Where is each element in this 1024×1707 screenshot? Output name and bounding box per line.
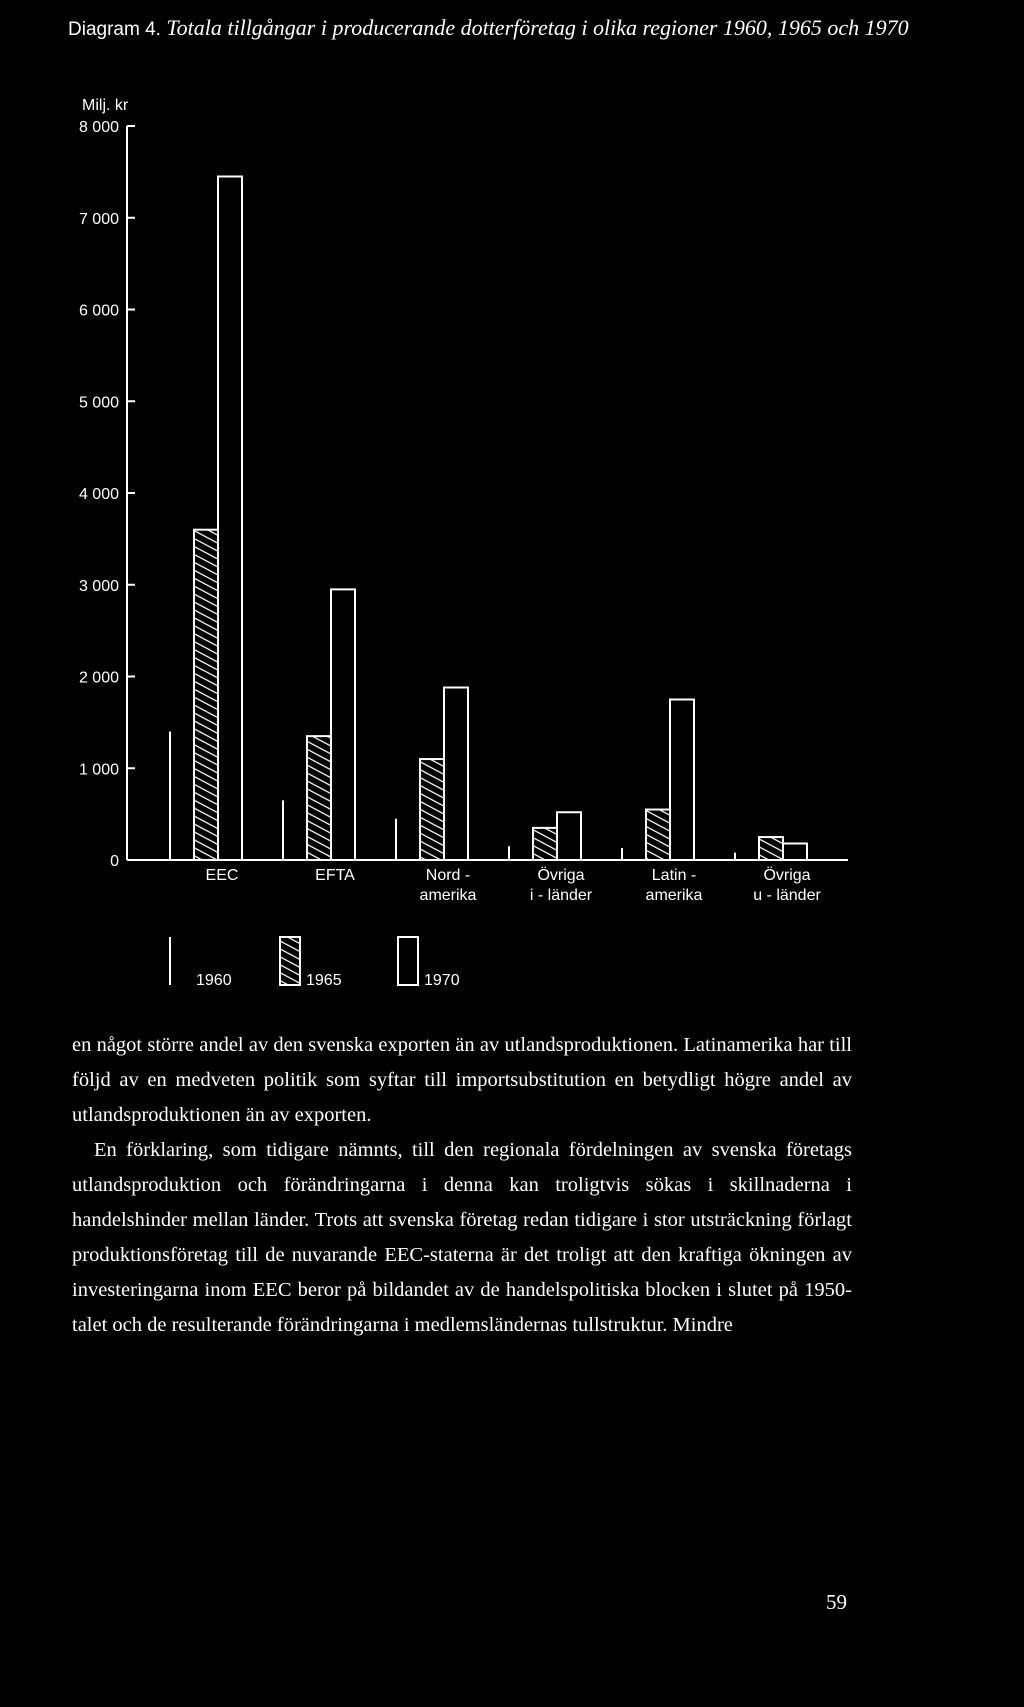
caption-title: Totala tillgångar i producerande dotterföretag i olika regioner 1960, 1965 och 1970 bbox=[166, 15, 909, 40]
category-label: Övriga bbox=[537, 867, 585, 884]
category-label: i - länder bbox=[529, 887, 593, 904]
chart-bars bbox=[170, 176, 807, 860]
y-tick-label: 0 bbox=[110, 853, 119, 870]
body-text bbox=[72, 1028, 852, 1343]
y-tick-label: 8 000 bbox=[78, 119, 119, 136]
y-tick-label: 4 000 bbox=[78, 486, 119, 503]
bar-1965 bbox=[759, 837, 783, 860]
paragraph: en något större andel av den svenska exporten än av utlandsproduktionen. Latinamerika har till följd av en medveten politik som syftar till importsubstitution en betydligt högre andel av utlandsproduktionen än av exporten. bbox=[72, 1034, 852, 1126]
category-label: Nord - bbox=[425, 867, 471, 884]
bar-1970 bbox=[557, 812, 581, 860]
bar-1965 bbox=[646, 810, 670, 860]
bar-1970 bbox=[444, 688, 468, 860]
bar-1970 bbox=[670, 699, 694, 860]
category-label: u - länder bbox=[753, 887, 821, 904]
bar-1965 bbox=[194, 530, 218, 860]
legend-label-1960: 1960 bbox=[196, 972, 232, 989]
y-tick-label: 7 000 bbox=[78, 210, 119, 228]
y-tick-label: 2 000 bbox=[78, 669, 119, 687]
bar-1970 bbox=[783, 843, 807, 860]
page-number: 59 bbox=[826, 1590, 847, 1614]
category-label: amerika bbox=[645, 887, 703, 904]
y-axis-unit-label: Milj. kr bbox=[82, 97, 129, 114]
caption-lead: Diagram 4. bbox=[68, 19, 161, 40]
category-label: EEC bbox=[205, 867, 239, 884]
category-label: EFTA bbox=[315, 867, 355, 884]
chart-category-labels bbox=[206, 866, 822, 904]
bar-1970 bbox=[218, 176, 242, 860]
bar-1965 bbox=[420, 759, 444, 860]
bar-1965 bbox=[307, 736, 331, 860]
category-label: Övriga bbox=[763, 867, 811, 884]
y-tick-label: 3 000 bbox=[78, 577, 119, 595]
bar-1970 bbox=[331, 589, 355, 860]
legend-label-1965: 1965 bbox=[306, 972, 342, 989]
legend-swatch-1965 bbox=[280, 937, 300, 985]
y-tick-label: 5 000 bbox=[78, 394, 119, 412]
y-tick-label: 6 000 bbox=[78, 302, 119, 320]
chart-legend bbox=[170, 937, 460, 989]
y-tick-label: 1 000 bbox=[78, 761, 119, 779]
legend-label-1970: 1970 bbox=[424, 972, 460, 989]
paragraph: En förklaring, som tidigare nämnts, till den regionala fördelningen av svenska företags utlandsproduktion och förändringarna i denna kan troligtvis sökas i skillnaderna i handelshinder mellan länder. Trots att svenska företag redan tidigare i stor utsträckning förlagt produktionsföretag till de nuvarande EEC-staterna är det troligt att den kraftiga ökningen av investeringarna inom EEC beror på bildandet av de handelspolitiska blocken i slutet på 1950-talet och de resulterande förändringarna i medlemsländernas tullstruktur. Mindre bbox=[72, 1139, 852, 1336]
category-label: amerika bbox=[419, 887, 477, 904]
legend-swatch-1970 bbox=[398, 937, 418, 985]
category-label: Latin - bbox=[651, 867, 697, 884]
bar-1965 bbox=[533, 828, 557, 860]
